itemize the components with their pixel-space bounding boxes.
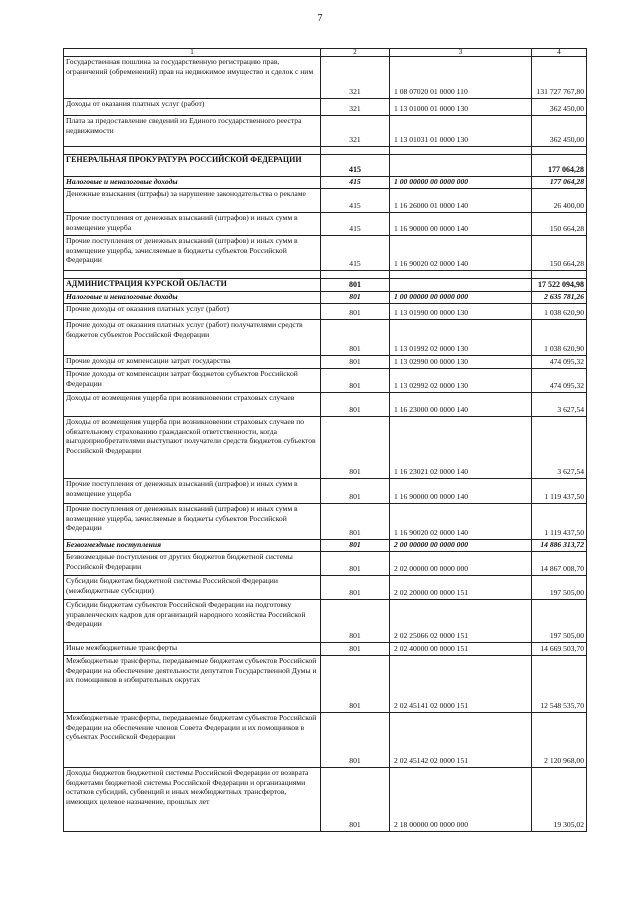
income-name-cell: Доходы от возмещения ущерба при возникновении страховых случаев по обязательному страхованию гражданской ответственности, когда выгодоприобретателями выступают получатели средств бюджетов субъектов Российской Федерации	[64, 417, 321, 479]
budget-code-cell: 1 00 00000 00 0000 000	[390, 292, 532, 304]
spacer-row	[64, 147, 587, 155]
amount-cell: 19 305,02	[532, 768, 587, 832]
amount-cell: 14 867 008,70	[532, 552, 587, 576]
income-row	[64, 504, 587, 540]
admin-code-cell: 801	[321, 356, 390, 369]
amount-cell: 131 727 767,80	[532, 57, 587, 99]
income-name-cell: Межбюджетные трансферты, передаваемые бюджетам субъектов Российской Федерации на обеспечение членов Совета Федерации и их помощников в субъектах Российской Федерации	[64, 713, 321, 768]
admin-code-cell: 801	[321, 576, 390, 600]
income-name-cell: Безвозмездные поступления от других бюджетов бюджетной системы Российской Федерации	[64, 552, 321, 576]
income-row	[64, 369, 587, 393]
income-name-cell: Государственная пошлина за государственную регистрацию прав, ограничений (обременений) прав на недвижимое имущество и сделок с ним	[64, 57, 321, 99]
admin-code-cell: 801	[321, 713, 390, 768]
budget-code-cell: 2 02 00000 00 0000 000	[390, 552, 532, 576]
amount-cell: 150 664,28	[532, 236, 587, 271]
income-name-cell: Налоговые и неналоговые доходы	[64, 177, 321, 189]
budget-code-cell: 1 13 02992 02 0000 130	[390, 369, 532, 393]
income-name-cell: Прочие доходы от оказания платных услуг (работ) получателями средств бюджетов субъектов Российской Федерации	[64, 320, 321, 356]
income-name-cell: Прочие поступления от денежных взысканий (штрафов) и иных сумм в возмещение ущерба	[64, 479, 321, 504]
income-name-cell: Денежные взыскания (штрафы) за нарушение законодательства о рекламе	[64, 189, 321, 213]
income-name-cell: Доходы от возмещения ущерба при возникновении страховых случаев	[64, 393, 321, 417]
admin-code-cell: 801	[321, 369, 390, 393]
budget-code-cell: 2 18 00000 00 0000 000	[390, 768, 532, 832]
income-name-cell: Субсидии бюджетам субъектов Российской Федерации на подготовку управленческих кадров для организаций народного хозяйства Российской Федерации	[64, 600, 321, 643]
amount-cell: 474 095,32	[532, 356, 587, 369]
empty-cell	[532, 271, 587, 279]
page-number: 7	[317, 13, 323, 24]
amount-cell: 2 120 968,00	[532, 713, 587, 768]
empty-cell	[64, 271, 321, 279]
income-row	[64, 304, 587, 320]
income-row	[64, 576, 587, 600]
budget-code-cell: 1 13 01031 01 0000 130	[390, 116, 532, 147]
income-row	[64, 479, 587, 504]
spacer-row	[64, 271, 587, 279]
income-name-cell: Прочие доходы от компенсации затрат государства	[64, 356, 321, 369]
admin-code-cell: 415	[321, 236, 390, 271]
budget-code-cell	[390, 279, 532, 292]
income-row	[64, 768, 587, 832]
income-name-cell: Межбюджетные трансферты, передаваемые бюджетам субъектов Российской Федерации на обеспечение деятельности депутатов Государственной Думы и их помощников в избирательных округах	[64, 656, 321, 713]
budget-code-cell: 2 02 25066 02 0000 151	[390, 600, 532, 643]
budget-code-cell: 1 16 23021 02 0000 140	[390, 417, 532, 479]
budget-code-cell: 2 02 40000 00 0000 151	[390, 643, 532, 656]
admin-code-cell: 415	[321, 155, 390, 177]
admin-code-cell: 801	[321, 540, 390, 552]
income-row	[64, 116, 587, 147]
amount-cell: 177 064,28	[532, 177, 587, 189]
income-name-cell: Прочие доходы от оказания платных услуг (работ)	[64, 304, 321, 320]
budget-code-cell: 1 16 23000 00 0000 140	[390, 393, 532, 417]
admin-code-cell: 801	[321, 292, 390, 304]
admin-code-cell: 321	[321, 116, 390, 147]
column-number: 2	[321, 49, 390, 57]
amount-cell: 150 664,28	[532, 213, 587, 236]
amount-cell: 3 627,54	[532, 393, 587, 417]
income-name-cell: Доходы от оказания платных услуг (работ)	[64, 99, 321, 116]
income-row	[64, 643, 587, 656]
admin-code-cell: 321	[321, 99, 390, 116]
admin-code-cell: 415	[321, 189, 390, 213]
section-row	[64, 177, 587, 189]
amount-cell: 1 038 620,90	[532, 320, 587, 356]
empty-cell	[321, 147, 390, 155]
income-row	[64, 356, 587, 369]
income-name-cell: Иные межбюджетные трансферты	[64, 643, 321, 656]
admin-code-cell: 415	[321, 177, 390, 189]
income-name-cell: Плата за предоставление сведений из Единого государственного реестра недвижимости	[64, 116, 321, 147]
income-row	[64, 57, 587, 99]
amount-cell: 362 450,00	[532, 99, 587, 116]
amount-cell: 177 064,28	[532, 155, 587, 177]
empty-cell	[64, 147, 321, 155]
empty-cell	[390, 147, 532, 155]
amount-cell: 197 505,00	[532, 600, 587, 643]
amount-cell: 1 119 437,50	[532, 504, 587, 540]
revenue-table-body	[64, 49, 587, 832]
amount-cell: 2 635 781,26	[532, 292, 587, 304]
column-number: 1	[64, 49, 321, 57]
organization-row	[64, 155, 587, 177]
income-row	[64, 552, 587, 576]
income-name-cell: Прочие доходы от компенсации затрат бюджетов субъектов Российской Федерации	[64, 369, 321, 393]
organization-row	[64, 279, 587, 292]
column-number: 4	[532, 49, 587, 57]
amount-cell: 17 522 094,98	[532, 279, 587, 292]
budget-code-cell: 2 02 45142 02 0000 151	[390, 713, 532, 768]
admin-code-cell: 801	[321, 479, 390, 504]
empty-cell	[532, 147, 587, 155]
admin-code-cell: 415	[321, 213, 390, 236]
income-row	[64, 213, 587, 236]
section-row	[64, 540, 587, 552]
income-name-cell: Прочие поступления от денежных взысканий (штрафов) и иных сумм в возмещение ущерба	[64, 213, 321, 236]
empty-cell	[390, 271, 532, 279]
budget-code-cell: 1 16 90000 00 0000 140	[390, 213, 532, 236]
budget-code-cell: 2 02 45141 02 0000 151	[390, 656, 532, 713]
budget-code-cell: 1 16 90000 00 0000 140	[390, 479, 532, 504]
amount-cell: 362 450,00	[532, 116, 587, 147]
admin-code-cell: 801	[321, 320, 390, 356]
income-name-cell: Налоговые и неналоговые доходы	[64, 292, 321, 304]
amount-cell: 1 119 437,50	[532, 479, 587, 504]
income-name-cell: Субсидии бюджетам бюджетной системы Российской Федерации (межбюджетные субсидии)	[64, 576, 321, 600]
amount-cell: 14 886 313,72	[532, 540, 587, 552]
revenue-table	[63, 48, 587, 832]
income-row	[64, 236, 587, 271]
admin-code-cell: 801	[321, 643, 390, 656]
budget-code-cell: 1 13 01992 02 0000 130	[390, 320, 532, 356]
income-name-cell: Прочие поступления от денежных взысканий (штрафов) и иных сумм в возмещение ущерба, зачисляемые в бюджеты субъектов Российской Федерации	[64, 504, 321, 540]
income-row	[64, 417, 587, 479]
column-number-row	[64, 49, 587, 57]
income-row	[64, 656, 587, 713]
income-name-cell: Безвозмездные поступления	[64, 540, 321, 552]
amount-cell: 3 627,54	[532, 417, 587, 479]
admin-code-cell: 321	[321, 57, 390, 99]
admin-code-cell: 801	[321, 304, 390, 320]
income-row	[64, 99, 587, 116]
budget-code-cell: 1 16 90020 02 0000 140	[390, 504, 532, 540]
column-number: 3	[390, 49, 532, 57]
admin-code-cell: 801	[321, 504, 390, 540]
admin-code-cell: 801	[321, 768, 390, 832]
budget-code-cell: 1 13 01990 00 0000 130	[390, 304, 532, 320]
admin-code-cell: 801	[321, 600, 390, 643]
amount-cell: 1 038 620,90	[532, 304, 587, 320]
income-row	[64, 393, 587, 417]
section-row	[64, 292, 587, 304]
budget-code-cell: 1 13 02990 00 0000 130	[390, 356, 532, 369]
budget-code-cell: 2 00 00000 00 0000 000	[390, 540, 532, 552]
budget-code-cell: 1 16 26000 01 0000 140	[390, 189, 532, 213]
income-name-cell: АДМИНИСТРАЦИЯ КУРСКОЙ ОБЛАСТИ	[64, 279, 321, 292]
income-row	[64, 320, 587, 356]
empty-cell	[321, 271, 390, 279]
admin-code-cell: 801	[321, 417, 390, 479]
income-name-cell: ГЕНЕРАЛЬНАЯ ПРОКУРАТУРА РОССИЙСКОЙ ФЕДЕРАЦИИ	[64, 155, 321, 177]
budget-code-cell: 2 02 20000 00 0000 151	[390, 576, 532, 600]
income-name-cell: Прочие поступления от денежных взысканий (штрафов) и иных сумм в возмещение ущерба, зачисляемые в бюджеты субъектов Российской Федерации	[64, 236, 321, 271]
amount-cell: 14 669 503,70	[532, 643, 587, 656]
admin-code-cell: 801	[321, 279, 390, 292]
admin-code-cell: 801	[321, 552, 390, 576]
amount-cell: 26 400,00	[532, 189, 587, 213]
admin-code-cell: 801	[321, 393, 390, 417]
income-row	[64, 600, 587, 643]
amount-cell: 197 505,00	[532, 576, 587, 600]
admin-code-cell: 801	[321, 656, 390, 713]
income-name-cell: Доходы бюджетов бюджетной системы Российской Федерации от возврата бюджетами бюджетной системы Российской Федерации и организациями остатков субсидий, субвенций и иных межбюджетных трансфертов, имеющих целевое назначение, прошлых лет	[64, 768, 321, 832]
budget-code-cell: 1 16 90020 02 0000 140	[390, 236, 532, 271]
budget-code-cell: 1 00 00000 00 0000 000	[390, 177, 532, 189]
budget-code-cell	[390, 155, 532, 177]
amount-cell: 474 095,32	[532, 369, 587, 393]
income-row	[64, 189, 587, 213]
budget-code-cell: 1 08 07020 01 0000 110	[390, 57, 532, 99]
budget-code-cell: 1 13 01000 01 0000 130	[390, 99, 532, 116]
amount-cell: 12 548 535,70	[532, 656, 587, 713]
income-row	[64, 713, 587, 768]
